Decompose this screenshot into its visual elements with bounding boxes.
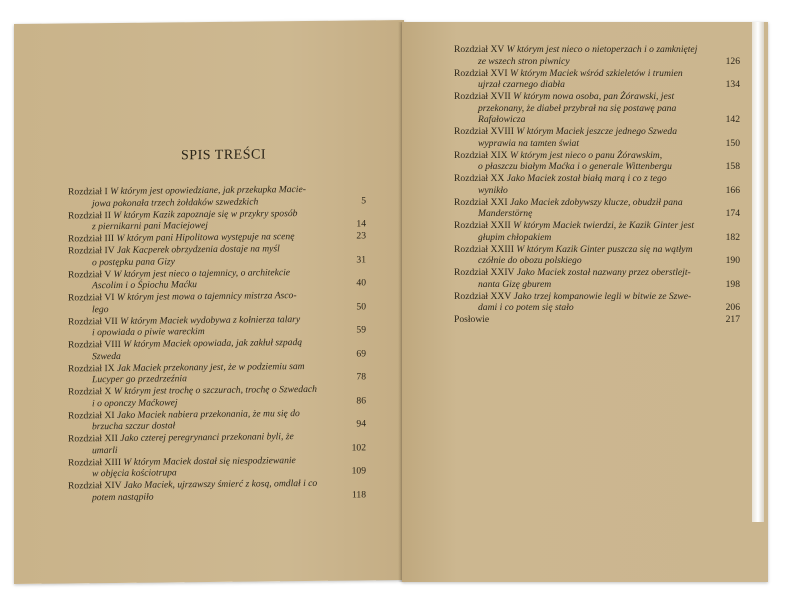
- chapter-title: Jak Maciek przekonany jest, że w podziemiu sam: [117, 360, 305, 374]
- chapter-title-continued: z piernikarni pani Maciejowej: [92, 220, 208, 233]
- chapter-label: Rozdział XX: [454, 173, 505, 184]
- page-number: 31: [356, 253, 366, 265]
- chapter-label: Rozdział XXV: [454, 290, 512, 302]
- chapter-title: W którym jest trochę o szczurach, trochę o Szwedach: [113, 383, 317, 397]
- page-number: 190: [725, 255, 740, 266]
- toc-entry: [68, 360, 366, 386]
- chapter-title: W którym Maciek wydobywa z kołnierza talary: [120, 313, 301, 327]
- chapter-label: Rozdział XIV: [68, 479, 122, 492]
- chapter-title-continued: i opowiada o piwie wareckim: [92, 326, 205, 339]
- page-number: 134: [725, 79, 740, 90]
- chapter-label: Rozdział VII: [68, 315, 118, 327]
- chapter-title: Jako Maciek, ujrzawszy śmierć z kosą, omdlał i co: [123, 477, 318, 491]
- chapter-label: Rozdział XXIII: [454, 243, 514, 255]
- page-number: 94: [356, 418, 366, 430]
- toc-entry: [68, 336, 366, 362]
- toc-entry: [454, 68, 740, 91]
- chapter-title: Jako Maciek nabiera przekonania, że mu się do: [117, 407, 300, 421]
- toc-entry: [68, 242, 366, 268]
- chapter-title: W którym nowa osoba, pan Żórawski, jest: [513, 91, 675, 102]
- page-number: 126: [725, 55, 740, 67]
- toc-entry: [68, 407, 366, 433]
- chapter-title-continued: przekonany, że diabeł przybrał na się postawę pana Rafałowicza: [478, 102, 677, 125]
- page-number: 14: [356, 218, 366, 230]
- page-number: 150: [725, 137, 740, 149]
- toc-entry: [454, 314, 740, 326]
- chapter-label: Rozdział IX: [68, 362, 115, 374]
- chapter-label: Rozdział I: [68, 186, 108, 198]
- chapter-title-continued: dami i co potem się stało: [478, 302, 574, 313]
- chapter-label: Rozdział II: [68, 209, 111, 221]
- chapter-title: W którym Maciek dostał się niespodziewanie: [123, 454, 296, 468]
- page-number: 59: [356, 324, 366, 336]
- chapter-title: W którym jest nieco o nietoperzach i o zamkniętej: [506, 44, 698, 55]
- chapter-title-continued: czółnie do obozu polskiego: [478, 255, 582, 266]
- chapter-title-continued: umarli: [92, 444, 118, 456]
- chapter-title-continued: głupim chłopakiem: [478, 231, 552, 243]
- page-number: 118: [351, 488, 366, 501]
- chapter-title: W którym jest nieco o panu Żórawskim,: [509, 149, 663, 161]
- toc-entry: [68, 383, 366, 409]
- chapter-label: Rozdział XXIV: [454, 267, 515, 278]
- page-title: SPIS TREŚCI: [181, 147, 266, 164]
- chapter-title: Jako Maciek został białą marą i co z tego: [506, 173, 667, 184]
- chapter-title: W którym pani Hipolitowa występuje na scenę: [116, 231, 295, 244]
- page-number: 174: [725, 208, 740, 219]
- toc-entry: [68, 477, 366, 503]
- page-number: 198: [725, 278, 740, 290]
- chapter-label: Rozdział VI: [68, 291, 115, 304]
- toc-left-column: [68, 183, 366, 504]
- chapter-title-continued: o postępku pana Gizy: [92, 255, 175, 268]
- chapter-title: W którym Maciek opowiada, jak zakłuł szpadą: [123, 337, 303, 350]
- chapter-title: W którym Kazik zapoznaje się w przykry sposób: [113, 207, 298, 221]
- page-number: 217: [725, 314, 740, 325]
- page-number: 206: [725, 302, 740, 313]
- chapter-label: Rozdział XVI: [454, 67, 508, 79]
- chapter-title: W którym Maciek jeszcze jednego Szweda: [516, 126, 678, 137]
- chapter-title-continued: wynikło: [478, 184, 508, 196]
- chapter-label: Rozdział III: [68, 232, 115, 245]
- chapter-title-continued: o płaszczu białym Maćka i o generale Wittenbergu: [478, 161, 672, 172]
- page-number: 86: [356, 394, 366, 406]
- chapter-title: W którym jest opowiedziane, jak przekupka Macie-: [110, 183, 306, 198]
- chapter-label: Posłowie: [454, 314, 490, 325]
- toc-right-column: [454, 44, 740, 326]
- toc-entry: [68, 313, 366, 339]
- chapter-label: Rozdział XI: [68, 409, 115, 421]
- chapter-title: W którym Kazik Ginter puszcza się na wątłym: [516, 243, 693, 255]
- chapter-title-continued: ze wszech stron piwnicy: [478, 55, 570, 67]
- chapter-title-continued: wyprawia na tamten świat: [478, 137, 580, 149]
- chapter-title-continued: brzucha szczur dostał: [92, 420, 176, 433]
- toc-entry: [454, 197, 740, 220]
- chapter-label: Rozdział XV: [454, 44, 505, 55]
- toc-entry: [68, 289, 366, 315]
- toc-entry: [454, 44, 740, 67]
- page-number: 78: [356, 371, 366, 383]
- page-number: 166: [725, 184, 740, 196]
- toc-entry: [68, 266, 366, 292]
- chapter-label: Rozdział XIX: [454, 149, 508, 161]
- page-number: 5: [361, 194, 366, 206]
- right-page: [402, 22, 768, 582]
- toc-entry: [454, 173, 740, 196]
- page-number: 102: [351, 441, 366, 454]
- chapter-title: Jako trzej kompanowie legli w bitwie ze Szwe-: [513, 290, 692, 302]
- toc-entry: [454, 267, 740, 290]
- chapter-label: Rozdział V: [68, 268, 112, 280]
- chapter-title: Jako czterej peregrynanci przekonani byli, że: [120, 431, 294, 444]
- chapter-label: Rozdział IV: [68, 244, 115, 257]
- chapter-title-continued: Ascolim i o Śpiochu Maćku: [92, 279, 197, 292]
- chapter-title-continued: w objęcia kościotrupa: [92, 467, 177, 480]
- chapter-title: W którym jest mowa o tajemnicy mistrza Asco-: [116, 290, 297, 303]
- page-number: 69: [356, 347, 366, 359]
- chapter-title-continued: nanta Gizę gburem: [478, 278, 552, 290]
- chapter-title-continued: Lucyper go przedrzeźnia: [92, 373, 187, 386]
- chapter-title: Jako Maciek zdobywszy klucze, obudził pana: [509, 196, 683, 208]
- toc-entry: [454, 126, 740, 149]
- left-page: [14, 20, 404, 584]
- chapter-title-continued: Manderstörnę: [478, 208, 533, 219]
- toc-entry: [454, 91, 740, 126]
- page-number: 182: [725, 231, 740, 243]
- chapter-label: Rozdział XII: [68, 432, 118, 445]
- chapter-title: Jako Maciek został nazwany przez oberstlejt-: [516, 267, 691, 278]
- toc-entry: [68, 207, 366, 233]
- chapter-label: Rozdział XVII: [454, 91, 511, 102]
- chapter-label: Rozdział VIII: [68, 338, 121, 351]
- chapter-label: Rozdział XXII: [454, 220, 511, 231]
- toc-entry: [68, 430, 366, 456]
- page-number: 40: [356, 277, 366, 289]
- page-number: 142: [725, 114, 740, 125]
- page-edges: [752, 22, 764, 522]
- chapter-title: W którym Maciek wśród szkieletów i trumien: [509, 67, 683, 79]
- chapter-label: Rozdział XVIII: [454, 126, 514, 137]
- chapter-title: Jak Kacperek obrzydzenia dostaje na myśl: [116, 243, 280, 256]
- chapter-title: W którym Maciek twierdzi, że Kazik Ginter jest: [513, 220, 694, 231]
- chapter-title: W którym jest nieco o tajemnicy, o architekcie: [113, 266, 291, 280]
- chapter-title-continued: jowa pokonała trzech żołdaków szwedzkich: [92, 195, 259, 209]
- chapter-title-continued: potem nastąpiło: [92, 491, 154, 503]
- chapter-title-continued: Szweda: [92, 350, 121, 362]
- chapter-label: Rozdział XIII: [68, 456, 122, 468]
- chapter-title-continued: lego: [92, 303, 109, 315]
- toc-entry: [454, 150, 740, 173]
- chapter-title-continued: ujrzał czarnego diabła: [478, 79, 565, 90]
- toc-entry: [68, 183, 366, 209]
- toc-entry: [68, 454, 366, 480]
- chapter-title-continued: i o oponczy Maćkowej: [92, 396, 178, 409]
- toc-entry: [454, 220, 740, 243]
- page-number: 50: [356, 300, 366, 312]
- chapter-label: Rozdział X: [68, 386, 112, 398]
- toc-entry: [454, 244, 740, 267]
- open-book: [14, 22, 779, 582]
- chapter-label: Rozdział XXI: [454, 196, 508, 208]
- page-number: 158: [725, 161, 740, 172]
- page-number: 109: [351, 465, 366, 477]
- toc-entry: [454, 291, 740, 314]
- page-number: 23: [356, 230, 366, 242]
